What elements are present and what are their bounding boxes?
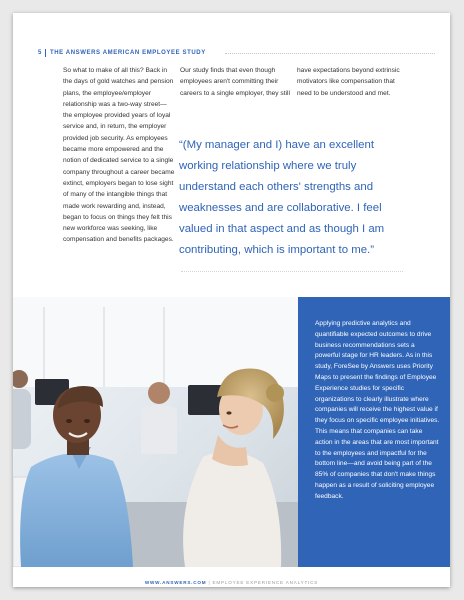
header-divider (45, 49, 46, 57)
office-photo (13, 297, 298, 567)
sidebar-panel (298, 297, 450, 567)
body-column-3: have expectations beyond extrinsic motivators like compensation that need to be understood and met. (297, 67, 400, 97)
body-column-2: Our study finds that even though employees aren't committing their careers to a single employer, they still (180, 67, 290, 97)
pull-quote: “(My manager and I) have an excellent working relationship where we truly understand each others' strengths and weaknesses and are collaborative. I feel valued in that aspect and as though I am contributing, which is important to me.” (179, 139, 385, 256)
page-footer (13, 580, 450, 585)
document-page (13, 13, 450, 587)
footer-separator: | (208, 580, 211, 585)
page-number: 5 (38, 50, 42, 56)
running-header (38, 48, 206, 58)
body-column-1: So what to make of all this? Back in the days of gold watches and pension plans, the employee/employer relationship was a two-way street—the employee provided years of loyal service and, in return, the employer provided job security. As employees became more empowered and the notion of dedicated service to a single company throughout a career became extinct, employers began to lose sight of many of the intangible things that made work rewarding and, instead, began to focus on things they felt this new workforce was seeking, like compensation and benefits packages. (63, 67, 175, 244)
footer-label: EMPLOYEE EXPERIENCE ANALYTICS (212, 580, 319, 585)
footer-url[interactable]: WWW.ANSWERS.COM (144, 580, 207, 585)
header-title: THE ANSWERS AMERICAN EMPLOYEE STUDY (49, 50, 206, 56)
quote-rule (181, 271, 403, 272)
header-rule (225, 53, 435, 54)
sidebar-text: Applying predictive analytics and quantifiable expected outcomes to drive business recommendations sets a powerful stage for HR leaders. As in this study, ForeSee by Answers uses Priority Maps to present the findings of Employee Experience studies for specific organizations to clearly illustrate where companies will receive the highest value if they focus on specific employee initiatives. This means that companies can take action in the areas that are most important to the employees and impactful for the bottom line—and avoid being part of the 85% of companies that don't make things happen as a result of soliciting employee feedback. (315, 320, 440, 500)
